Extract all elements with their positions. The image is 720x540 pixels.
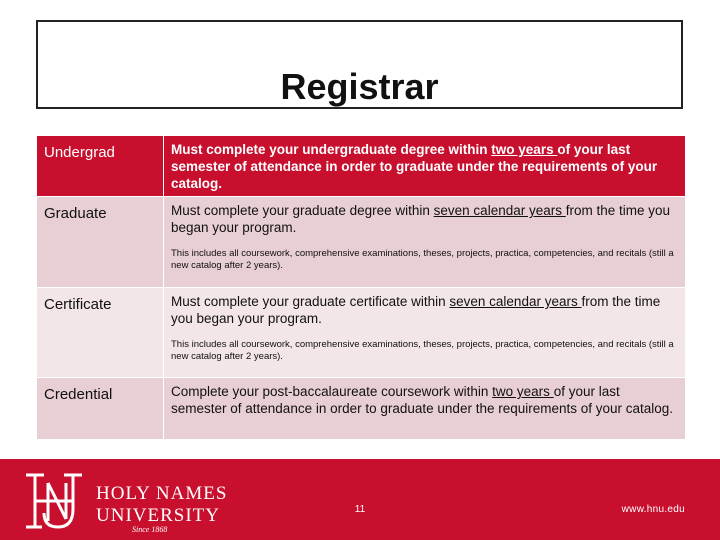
row-label: Credential (37, 378, 164, 440)
time-limit: two years (491, 142, 558, 157)
row-description: Must complete your undergraduate degree within two years of your last semester of attendance in order to graduate under the requirements of your catalog. (164, 136, 686, 197)
table-row-graduate (37, 197, 685, 288)
row-description: Must complete your graduate certificate within seven calendar years from the time you began your program. This includes all coursework, comprehensive examinations, theses, projects, practica, competencies, and recitals (still a new catalog after 2 years). (164, 288, 686, 378)
logo-since: Since 1868 (132, 525, 168, 534)
website-url[interactable]: www.hnu.edu (621, 504, 685, 515)
hnu-monogram-icon (26, 475, 82, 527)
row-description: Must complete your graduate degree within seven calendar years from the time you began your program. This includes all coursework, comprehensive examinations, theses, projects, practica, competencies, and recitals (still a new catalog after 2 years). (164, 197, 686, 288)
page-number: 11 (354, 504, 366, 515)
time-limit: seven calendar years (433, 203, 566, 218)
time-limit: seven calendar years (449, 294, 582, 309)
table-row-undergrad (37, 136, 685, 197)
row-label: Undergrad (37, 136, 164, 197)
row-label: Certificate (37, 288, 164, 378)
table-row-credential (37, 378, 685, 440)
time-limit: two years (492, 384, 554, 399)
requirements-table (37, 136, 685, 440)
row-note: This includes all coursework, comprehensive examinations, theses, projects, practica, competencies, and recitals (still a new catalog after 2 years). (171, 248, 674, 271)
logo-line2: UNIVERSITY (96, 505, 220, 526)
university-logo (20, 469, 238, 535)
row-description: Complete your post-baccalaureate coursework within two years of your last semester of attendance in order to graduate under the requirements of your catalog. (164, 378, 686, 440)
table-row-certificate (37, 288, 685, 378)
row-note: This includes all coursework, comprehensive examinations, theses, projects, practica, competencies, and recitals (still a new catalog after 2 years). (171, 339, 674, 362)
title-box (36, 20, 683, 109)
footer-bar (0, 459, 720, 540)
slide-title: Registrar (280, 66, 439, 107)
logo-line1: HOLY NAMES (96, 483, 228, 504)
row-label: Graduate (37, 197, 164, 288)
